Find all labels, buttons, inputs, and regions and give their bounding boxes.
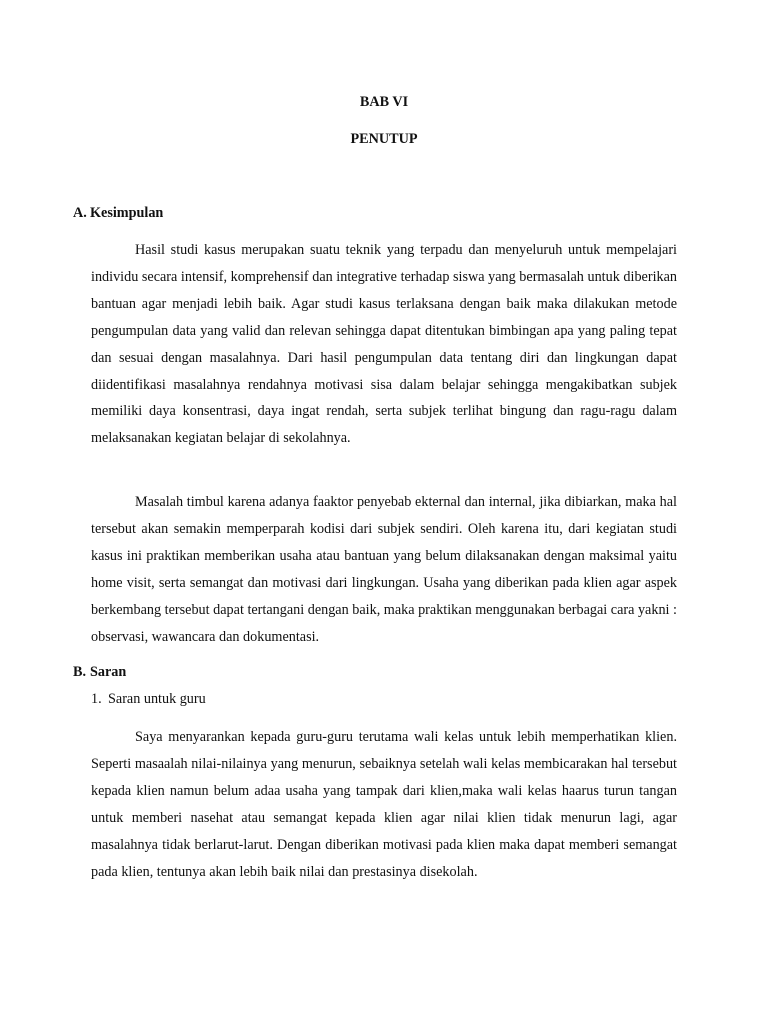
section-heading-saran (73, 664, 126, 681)
section-heading-text: Kesimpulan (90, 205, 164, 221)
chapter-number: BAB VI (359, 94, 409, 110)
subsection-number: 1. (91, 691, 102, 707)
section-heading-text: Saran (90, 664, 127, 680)
conclusion-paragraph-1: Hasil studi kasus merupakan suatu teknik yang terpadu dan menyeluruh untuk mempelajari individu secara intensif, komprehensif dan integrative terhadap siswa yang bermasalah untuk diberikan bantuan agar menjadi lebih baik. Agar studi kasus terlaksana dengan baik maka dilakukan metode pengumpulan data yang valid dan relevan sehingga dapat ditentukan bimbingan apa yang paling tepat dan sesuai dengan masalahnya. Dari hasil pengumpulan data tentang diri dan lingkungan dapat diidentifikasi masalahnya rendahnya motivasi sisa dalam belajar sehingga mengakibatkan subjek memiliki daya konsentrasi, daya ingat rendah, serta subjek terlihat bingung dan ragu-ragu dalam melaksanakan kegiatan belajar di sekolahnya. (91, 242, 677, 447)
section-letter: A. (73, 205, 87, 221)
subsection-heading-saran-guru (91, 691, 206, 708)
section-letter: B. (73, 664, 87, 680)
chapter-title: PENUTUP (350, 131, 418, 147)
suggestion-paragraph: Saya menyarankan kepada guru-guru terutama wali kelas untuk lebih memperhatikan klien. Seperti masaalah nilai-nilainya yang menurun, sebaiknya setelah wali kelas membicarakan hal tersebut kepada klien namun belum adaa usaha yang tampak dari klien,maka wali kelas haarus turun tangan untuk memberi nasehat atau semangat kepada klien agar nilai klien tidak menurun lagi, agar masalahnya tidak berlarut-larut. Dengan diberikan motivasi pada klien maka dapat memberi semangat pada klien, tentunya akan lebih baik nilai dan prestasinya disekolah. (91, 729, 677, 880)
section-heading-kesimpulan (73, 205, 163, 222)
subsection-heading-text: Saran untuk guru (108, 691, 206, 707)
conclusion-paragraph-2: Masalah timbul karena adanya faaktor penyebab ekternal dan internal, jika dibiarkan, maka hal tersebut akan semakin memperparah kodisi dari subjek sendiri. Oleh karena itu, dari kegiatan studi kasus ini praktikan memberikan usaha atau bantuan yang belum dilaksanakan dengan maksimal yaitu home visit, serta semangat dan motivasi dari lingkungan. Usaha yang diberikan pada klien agar aspek berkembang tersebut dapat tertangani dengan baik, maka praktikan menggunakan berbagai cara yakni : observasi, wawancara dan dokumentasi. (91, 494, 677, 645)
